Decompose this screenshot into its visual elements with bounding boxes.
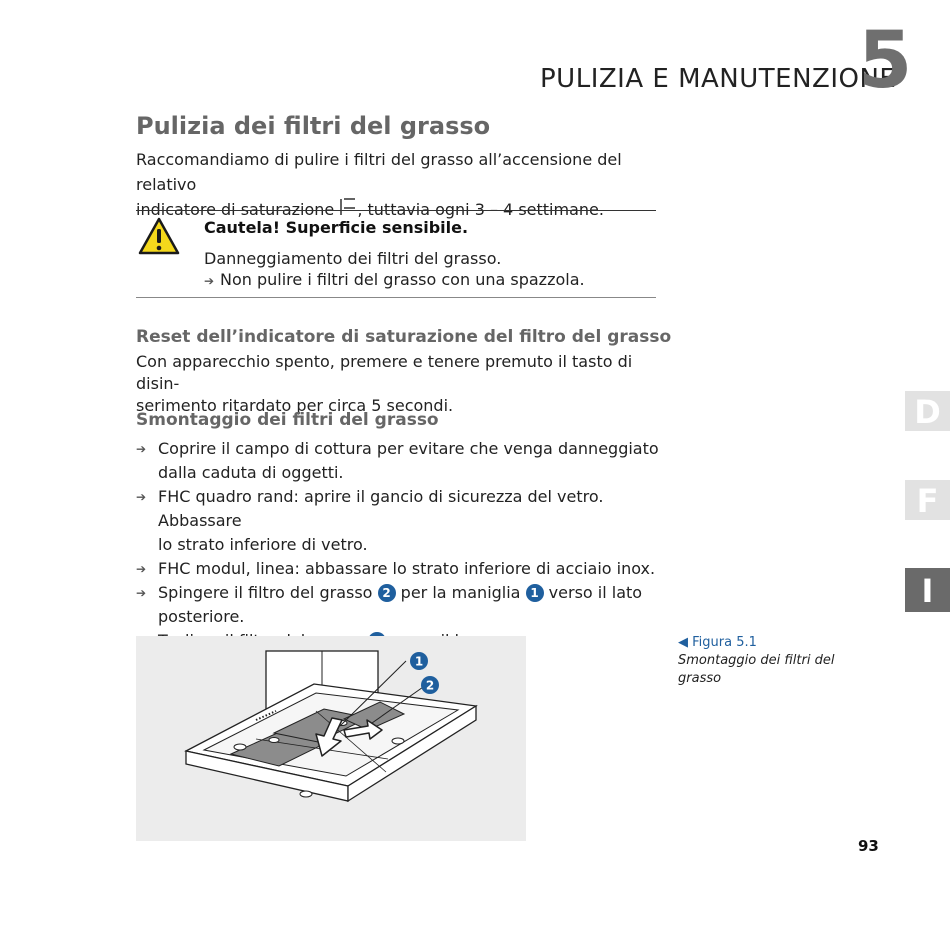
reset-line-2: serimento ritardato per circa 5 secondi. (136, 396, 454, 415)
intro-line-2-a: indicatore di saturazione (136, 200, 335, 219)
figure-caption: Smontaggio dei filtri del grasso (678, 653, 835, 686)
figure-label-text: Figura 5.1 (692, 635, 757, 650)
triangle-left-icon: ◀ (678, 635, 688, 650)
arrow-right-icon: ➔ (136, 586, 147, 600)
warning-top-rule (136, 210, 656, 211)
tab-language-i[interactable]: I (905, 568, 950, 612)
step-4-text-b: per la maniglia (400, 583, 521, 602)
list-item (136, 437, 676, 485)
warning-bottom-rule (136, 297, 656, 298)
section-title: Pulizia dei filtri del grasso (136, 112, 491, 140)
tab-language-d[interactable]: D (905, 391, 950, 431)
tab-language-f[interactable]: F (905, 480, 950, 520)
chapter-number: 5 (858, 16, 913, 106)
list-item (136, 485, 676, 557)
step-4-text-c: verso il lato (548, 583, 643, 602)
removal-title: Smontaggio dei filtri del grasso (136, 410, 439, 430)
step-1-line-1: Coprire il campo di cottura per evitare che venga danneggiato (158, 439, 659, 458)
filter-saturation-icon (339, 197, 357, 217)
warning-triangle-icon (138, 216, 180, 256)
reset-title: Reset dell’indicatore di saturazione del filtro del grasso (136, 327, 672, 347)
figure-callout-1: 1 (414, 654, 424, 669)
warning-line-2-text: Non pulire i filtri del grasso con una spazzola. (220, 270, 585, 289)
figure-illustration (136, 636, 526, 841)
step-4-line-2: posteriore. (158, 607, 245, 626)
intro-line-2-b: , tuttavia ogni 3 – 4 settimane. (357, 200, 604, 219)
step-2-line-1: FHC quadro rand: aprire il gancio di sicurezza del vetro. Abbassare (158, 487, 604, 530)
badge-one: 1 (526, 584, 544, 602)
warning-body (204, 248, 585, 292)
warning-title: Cautela! Superficie sensibile. (204, 218, 469, 237)
warning-line-2 (204, 269, 585, 292)
list-item (136, 557, 676, 581)
removal-steps (136, 437, 676, 653)
chapter-title: PULIZIA E MANUTENZIONE (540, 64, 897, 94)
intro-line-1: Raccomandiamo di pulire i filtri del grasso all’accensione del relativo (136, 150, 622, 194)
figure-callout-2: 2 (425, 678, 435, 693)
list-item (136, 581, 676, 629)
step-3: FHC modul, linea: abbassare lo strato inferiore di acciaio inox. (158, 559, 656, 578)
page-number: 93 (858, 837, 879, 855)
reset-paragraph (136, 351, 676, 417)
step-1-line-2: dalla caduta di oggetti. (158, 463, 344, 482)
step-2-line-2: lo strato inferiore di vetro. (158, 535, 368, 554)
arrow-right-icon: ➔ (136, 442, 147, 456)
badge-two: 2 (378, 584, 396, 602)
warning-line-1: Danneggiamento dei filtri del grasso. (204, 249, 502, 268)
reset-line-1: Con apparecchio spento, premere e tenere premuto il tasto di disin- (136, 352, 633, 393)
arrow-right-icon: ➔ (136, 562, 147, 576)
step-4-line-1 (158, 581, 676, 605)
step-4-text-a: Spingere il filtro del grasso (158, 583, 373, 602)
arrow-right-icon: ➔ (136, 490, 147, 504)
figure-label (678, 635, 757, 650)
range-hood-drawing (136, 636, 526, 841)
arrow-right-icon: ➔ (204, 274, 215, 288)
